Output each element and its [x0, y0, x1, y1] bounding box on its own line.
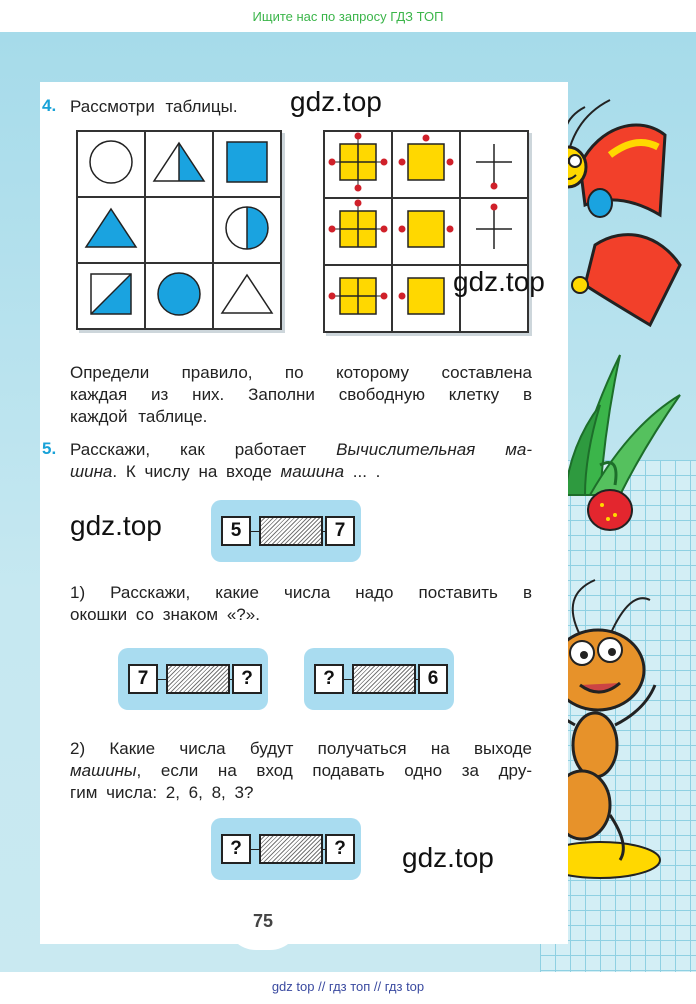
crossed-square-with-dots: [328, 266, 388, 326]
machine-body: [259, 834, 323, 864]
text-span: Расскажи, как работает: [70, 440, 337, 459]
table-cell: [213, 131, 281, 197]
task-text-line: 2) Какие числа будут получаться на выходе: [70, 739, 532, 758]
filled-triangle-shape: [84, 205, 138, 251]
italic-text-span: машины: [70, 761, 137, 780]
cross-with-dots: [464, 199, 524, 259]
machine-body: [166, 664, 230, 694]
table-cell: [392, 198, 460, 265]
task-text-line: каждой таблице.: [70, 407, 208, 426]
task-text-line: гим числа: 2, 6, 8, 3?: [70, 783, 254, 802]
machine-output: ?: [232, 664, 262, 694]
table-cell: [77, 197, 145, 263]
italic-text-span: машина: [280, 462, 345, 481]
triangle-shape: [220, 271, 274, 317]
watermark: gdz.top: [453, 266, 545, 297]
grass-strawberry-illustration: [560, 345, 696, 545]
table-cell: [145, 131, 213, 197]
table-cell: [213, 263, 281, 329]
table-cell: [392, 131, 460, 198]
square-with-dots: [396, 199, 456, 259]
calculating-machine: [211, 500, 361, 562]
table-cell: [213, 197, 281, 263]
calculating-machine: [118, 648, 268, 710]
arrow-in: [344, 679, 352, 680]
watermark: gdz.top: [402, 842, 494, 873]
page-number: 75: [226, 890, 300, 950]
task-text-line: Определи правило, по которому составлена: [70, 363, 532, 382]
task-number: 4.: [42, 96, 57, 115]
half-filled-triangle-shape: [152, 139, 206, 185]
table-cell: [77, 131, 145, 197]
table-cell: [324, 131, 392, 198]
circle-shape: [87, 138, 135, 186]
task-text-line: 1) Расскажи, какие числа надо поставить в: [70, 583, 532, 602]
calculating-machine: [211, 818, 361, 880]
machine-output: ?: [325, 834, 355, 864]
text-span: . К числу на входе: [112, 462, 281, 481]
machine-input: 7: [128, 664, 158, 694]
task-text-line: [70, 439, 532, 461]
task-text-line: [70, 760, 532, 782]
task-number: 5.: [42, 439, 57, 458]
shapes-table: [76, 130, 282, 330]
crossed-square-with-dots: [328, 199, 388, 259]
half-filled-circle-shape: [223, 204, 271, 252]
machine-body: [259, 516, 323, 546]
italic-text-span: Вычислительная ма-: [336, 440, 532, 459]
table-cell: [77, 263, 145, 329]
italic-text-span: шина: [70, 462, 113, 481]
table-cell: [460, 131, 528, 198]
machine-input: 5: [221, 516, 251, 546]
task-text-line: [70, 461, 380, 483]
machine-input: ?: [221, 834, 251, 864]
table-cell: [324, 198, 392, 265]
top-banner[interactable]: Ищите нас по запросу ГДЗ ТОП: [0, 0, 696, 32]
crossed-square-with-dots: [328, 132, 388, 192]
square-with-dot: [396, 266, 456, 326]
bottom-banner[interactable]: gdz top // гдз топ // гдз top: [0, 972, 696, 1004]
square-with-dots: [396, 132, 456, 192]
text-span: , если на вход подавать одно за дру-: [136, 761, 532, 780]
empty-cell[interactable]: [145, 197, 213, 263]
filled-square-shape: [224, 139, 270, 185]
table-cell: [145, 263, 213, 329]
machine-output: 6: [418, 664, 448, 694]
half-filled-square-shape: [88, 271, 134, 317]
squares-table: [323, 130, 529, 333]
table-cell: [324, 265, 392, 332]
arrow-in: [158, 679, 166, 680]
task-title: Рассмотри таблицы.: [70, 97, 238, 116]
arrow-in: [251, 531, 259, 532]
machine-input: ?: [314, 664, 344, 694]
machine-body: [352, 664, 416, 694]
cross-with-dots: [464, 132, 524, 192]
watermark: gdz.top: [290, 86, 382, 117]
task-text-line: каждая из них. Заполни свободную клетку в: [70, 385, 532, 404]
machine-output: 7: [325, 516, 355, 546]
table-cell: [392, 265, 460, 332]
filled-circle-shape: [155, 270, 203, 318]
watermark: gdz.top: [70, 510, 162, 541]
task-text-line: окошки со знаком «?».: [70, 605, 260, 624]
arrow-in: [251, 849, 259, 850]
calculating-machine: [304, 648, 454, 710]
text-span: ... .: [344, 462, 381, 481]
table-cell: [460, 198, 528, 265]
